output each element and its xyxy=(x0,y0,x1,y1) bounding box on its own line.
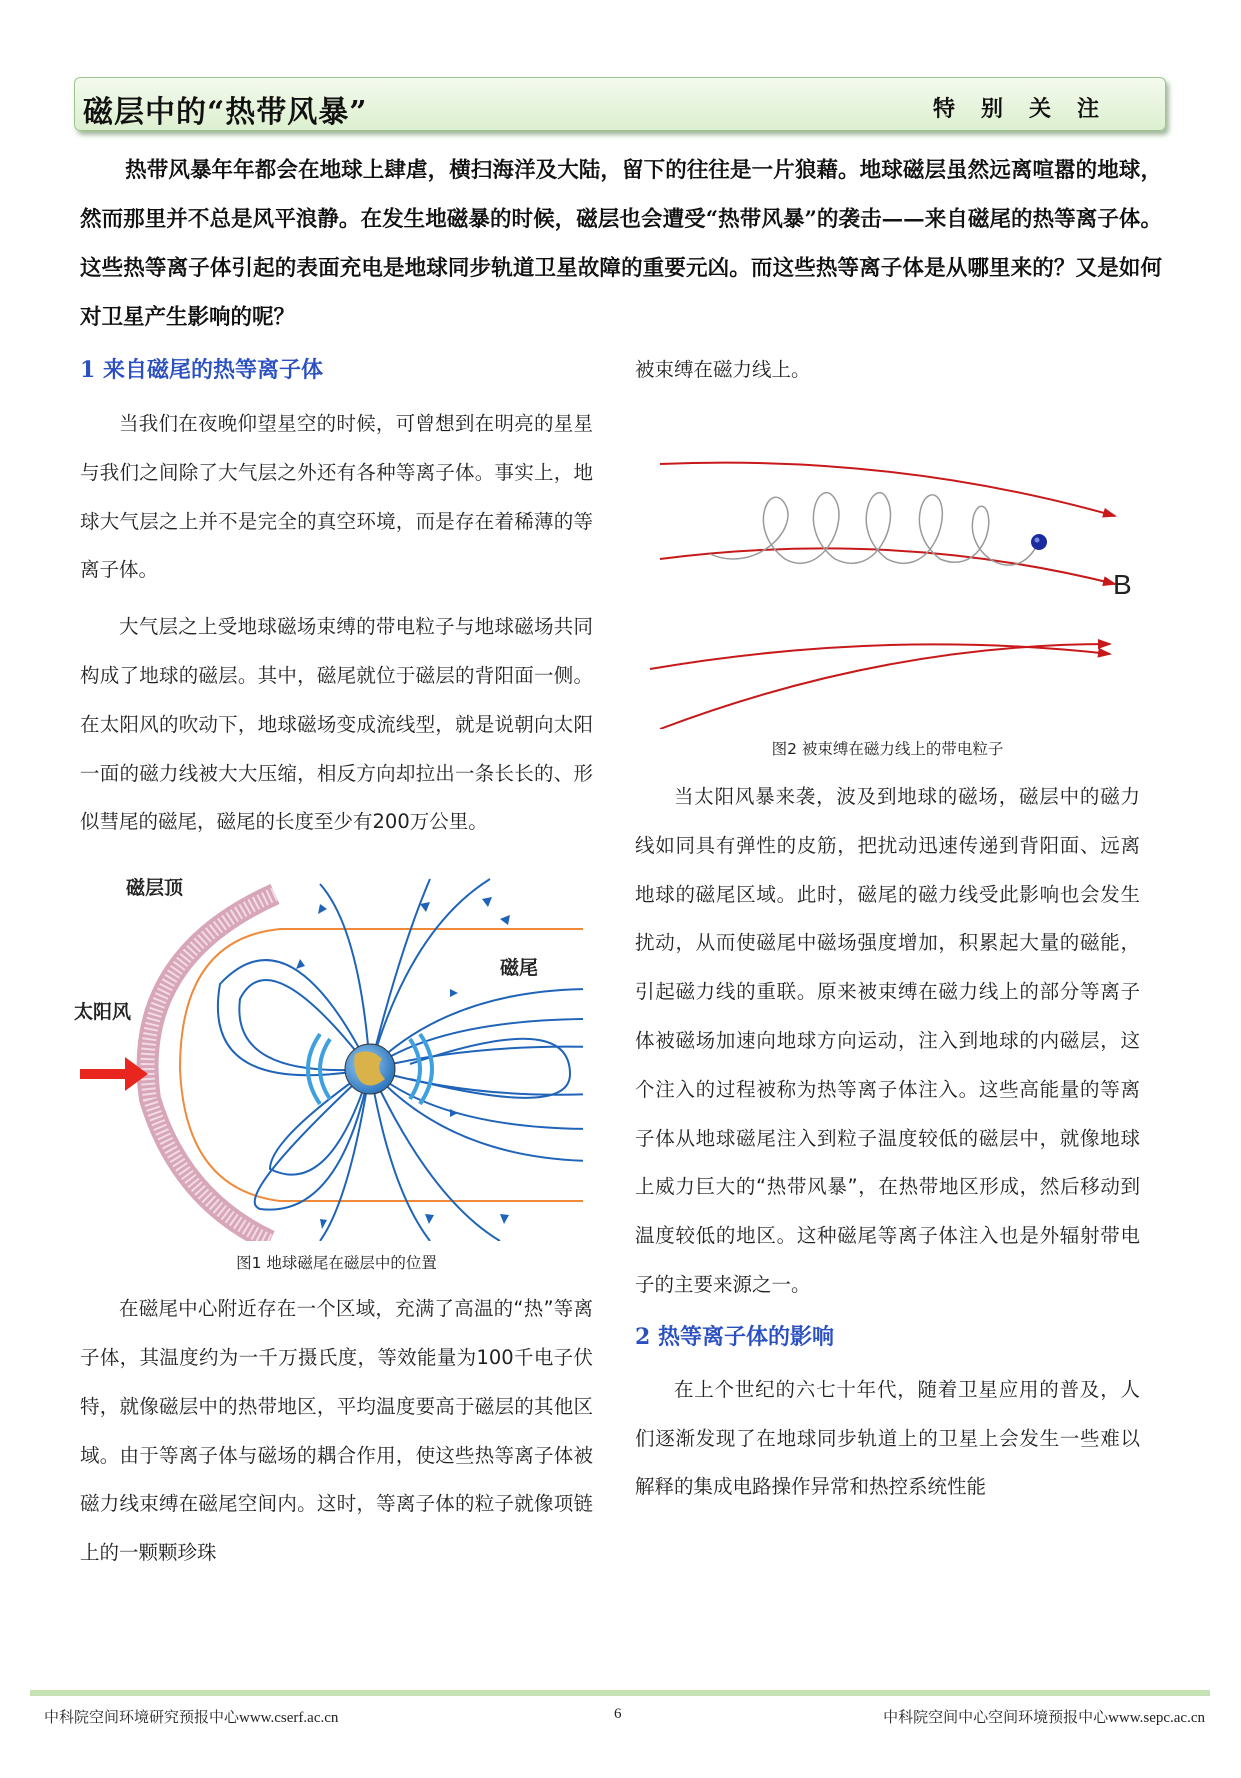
left-column xyxy=(74,355,593,1578)
label-b-field: B xyxy=(1113,569,1132,600)
paragraph: 大气层之上受地球磁场束缚的带电粒子与地球磁场共同构成了地球的磁层。其中，磁尾就位于磁层的背阳面一侧。在太阳风的吹动下，地球磁场变成流线型，就是说朝向太阳一面的磁力线被大大压缩，相反方向却拉出一条长长的、形似彗尾的磁尾，磁尾的长度至少有200万公里。 xyxy=(80,615,593,834)
label-magnetopause: 磁层顶 xyxy=(126,877,184,900)
trapped-particle-diagram xyxy=(635,399,1140,729)
right-column xyxy=(635,355,1140,1512)
figure-2 xyxy=(635,399,1140,729)
label-solar-wind: 太阳风 xyxy=(74,1001,132,1024)
paragraph: 当太阳风暴来袭，波及到地球的磁场，磁层中的磁力线如同具有弹性的皮筋，把扰动迅速传递到背阳面、远离地球的磁尾区域。此时，磁尾的磁力线受此影响也会发生扰动，从而使磁尾中磁场强度增加，积累起大量的磁能，引起磁力线的重联。原来被束缚在磁力线上的部分等离子体被磁场加速向地球方向运动，注入到地球的内磁层，这个注入的过程被称为热等离子体注入。这些高能量的等离子体从地球磁尾注入到粒子温度较低的磁层中，就像地球上威力巨大的“热带风暴”，在热带地区形成，然后移动到温度较低的地区。这种磁尾等离子体注入也是外辐射带电子的主要来源之一。 xyxy=(635,785,1140,1296)
page-header xyxy=(74,77,1166,131)
section-label: 特别关注 xyxy=(932,96,1125,122)
magnetosphere-diagram xyxy=(70,869,583,1241)
paragraph: 当我们在夜晚仰望星空的时候，可曾想到在明亮的星星与我们之间除了大气层之外还有各种等离子体。事实上，地球大气层之上并不是完全的真空环境，而是存在着稀薄的等离子体。 xyxy=(80,412,593,582)
figure-1 xyxy=(74,869,593,1241)
page-number: 6 xyxy=(614,1706,622,1722)
figure-1-caption: 图1 地球磁尾在磁层中的位置 xyxy=(236,1254,437,1273)
section-2-heading: 2 热等离子体的影响 xyxy=(635,1323,834,1350)
footer-right[interactable]: 中科院空间中心空间环境预报中心www.sepc.ac.cn xyxy=(883,1710,1205,1726)
footer-rule xyxy=(30,1690,1210,1696)
article-title: 磁层中的“热带风暴” xyxy=(83,95,368,130)
paragraph-continued: 被束缚在磁力线上。 xyxy=(635,358,811,381)
label-magnetotail: 磁尾 xyxy=(500,957,539,980)
paragraph: 在上个世纪的六七十年代，随着卫星应用的普及，人们逐渐发现了在地球同步轨道上的卫星上会发生一些难以解释的集成电路操作异常和热控系统性能 xyxy=(635,1377,1140,1499)
intro-paragraph: 热带风暴年年都会在地球上肆虐，横扫海洋及大陆，留下的往往是一片狼藉。地球磁层虽然远离喧嚣的地球，然而那里并不总是风平浪静。在发生地磁暴的时候，磁层也会遭受“热带风暴”的袭击——来自磁尾的热等离子体。这些热等离子体引起的表面充电是地球同步轨道卫星故障的重要元凶。而这些热等离子体是从哪里来的？又是如何对卫星产生影响的呢？ xyxy=(80,158,1162,330)
paragraph: 在磁尾中心附近存在一个区域，充满了高温的“热”等离子体，其温度约为一千万摄氏度，等效能量为100千电子伏特，就像磁层中的热带地区，平均温度要高于磁层的其他区域。由于等离子体与磁场的耦合作用，使这些热等离子体被磁力线束缚在磁尾空间内。这时，等离子体的粒子就像项链上的一颗颗珍珠 xyxy=(80,1297,593,1565)
figure-2-caption: 图2 被束缚在磁力线上的带电粒子 xyxy=(771,740,1004,758)
footer-left[interactable]: 中科院空间环境研究预报中心www.cserf.ac.cn xyxy=(44,1710,339,1726)
section-1-heading: 1 来自磁尾的热等离子体 xyxy=(80,357,323,383)
